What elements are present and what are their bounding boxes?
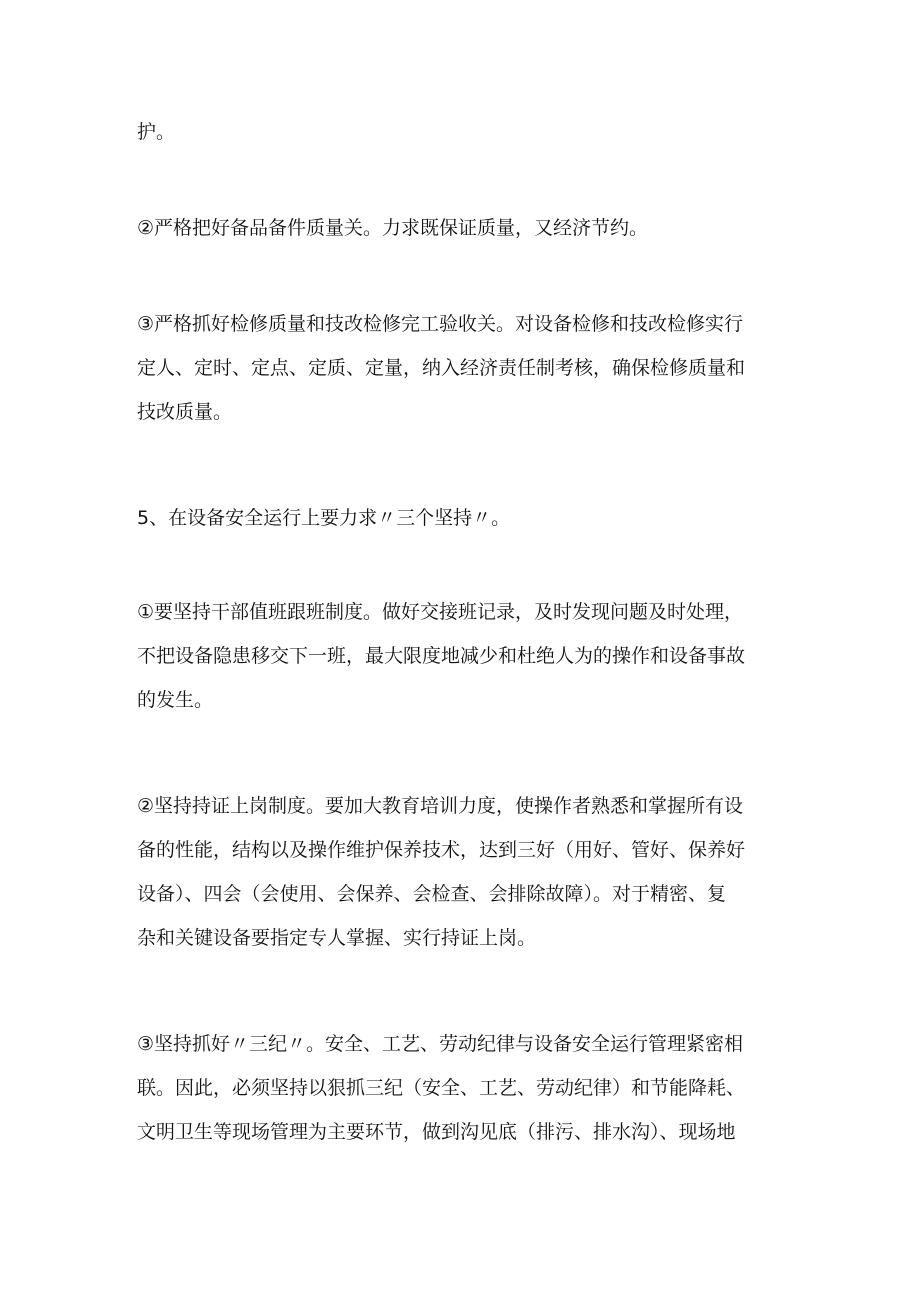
- text-line: 联。因此，必须坚持以狠抓三纪（安全、工艺、劳动纪律）和节能降耗、: [137, 1077, 746, 1099]
- text-line: 文明卫生等现场管理为主要环节，做到沟见底（排污、排水沟）、现场地: [137, 1121, 736, 1143]
- text-line: 杂和关键设备要指定专人掌握、实行持证上岗。: [137, 927, 537, 949]
- text-line: ②严格把好备品备件质量关。力求既保证质量，又经济节约。: [137, 217, 649, 239]
- text-line: 护。: [137, 121, 176, 143]
- paragraph-duty-system: [137, 590, 797, 722]
- paragraph-maintenance-quality: [137, 302, 797, 434]
- paragraph-spare-parts-quality: [137, 206, 797, 250]
- text-line: 的发生。: [137, 689, 214, 711]
- text-line: 技改质量。: [137, 401, 233, 423]
- paragraph-three-disciplines: [137, 1022, 797, 1154]
- text-line: 5、在设备安全运行上要力求〃三个坚持〃。: [137, 507, 511, 529]
- text-line: ①要坚持干部值班跟班制度。做好交接班记录，及时发现问题及时处理，: [137, 601, 744, 623]
- paragraph-continuation: [137, 110, 797, 154]
- text-line: 备的性能，结构以及操作维护保养技术，达到三好（用好、管好、保养好: [137, 839, 746, 861]
- text-line: ③坚持抓好〃三纪〃。安全、工艺、劳动纪律与设备安全运行管理紧密相: [137, 1033, 744, 1055]
- text-line: 定人、定时、定点、定质、定量，纳入经济责任制考核，确保检修质量和: [137, 357, 746, 379]
- section-heading-5: [137, 496, 797, 540]
- paragraph-certification: [137, 784, 797, 960]
- text-line: ②坚持持证上岗制度。要加大教育培训力度，使操作者熟悉和掌握所有设: [137, 795, 744, 817]
- text-line: 设备）、四会（会使用、会保养、会检查、会排除故障）。对于精密、复: [137, 883, 727, 905]
- text-line: ③严格抓好检修质量和技改检修完工验收关。对设备检修和技改检修实行: [137, 313, 744, 335]
- text-line: 不把设备隐患移交下一班，最大限度地减少和杜绝人为的操作和设备事故: [137, 645, 746, 667]
